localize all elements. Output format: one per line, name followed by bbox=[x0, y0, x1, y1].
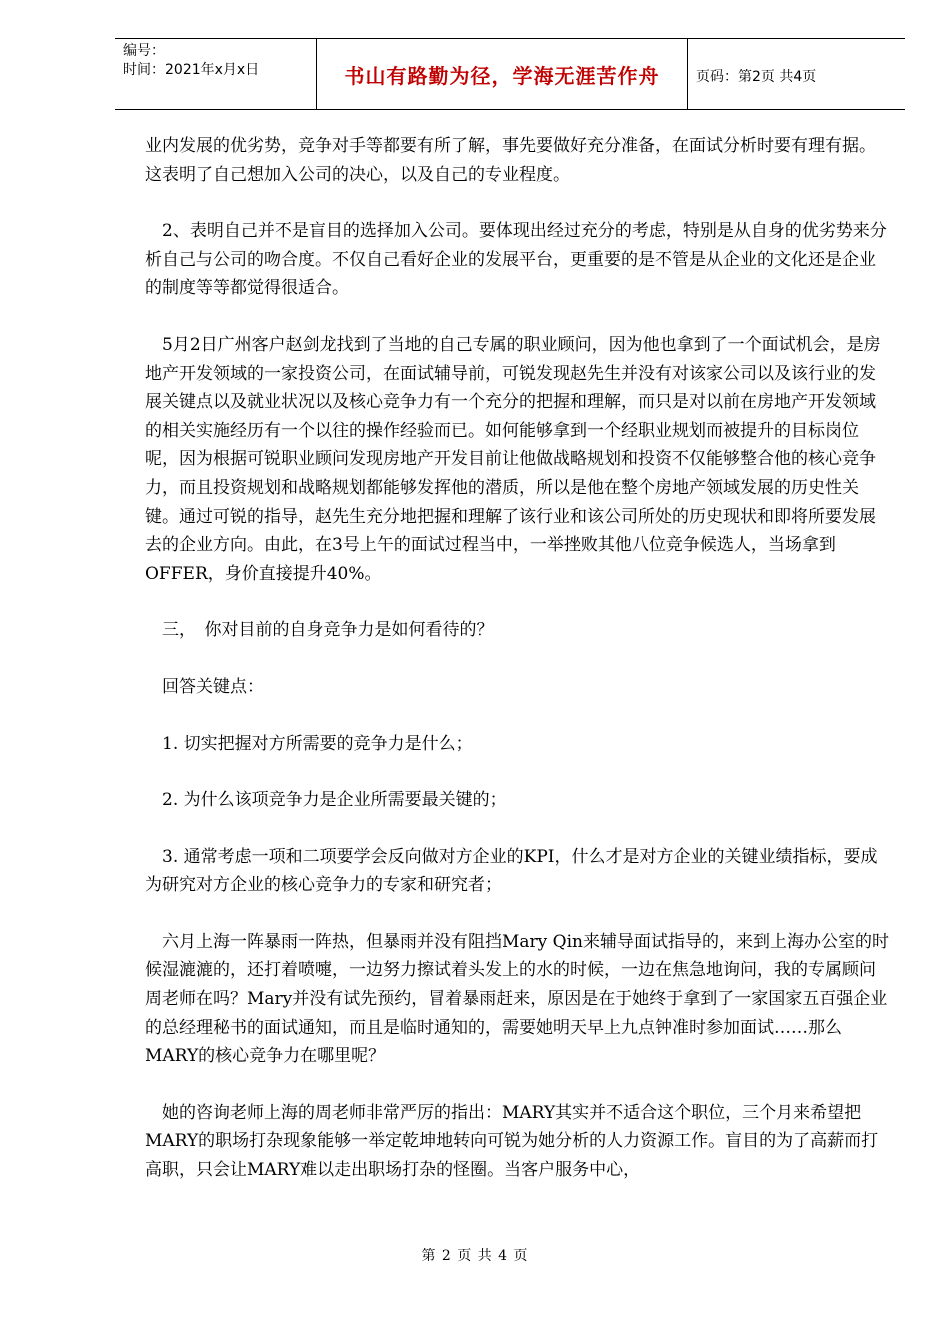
paragraph: 2、表明自己并不是盲目的选择加入公司。要体现出经过充分的考虑，特别是从自身的优劣势来分析自己与公司的吻合度。不仅自己看好企业的发展平台，更重要的是不管是从企业的文化还是企业的制度等等都觉得很适合。 bbox=[145, 221, 887, 299]
page-footer: 第 2 页 共 4 页 bbox=[421, 1248, 529, 1264]
section-heading: 三， 你对目前的自身竞争力是如何看待的？ bbox=[162, 620, 494, 641]
number-label: 编号： bbox=[123, 43, 165, 59]
list-item: 1. 切实把握对方所需要的竞争力是什么； bbox=[162, 733, 473, 754]
header-meta bbox=[115, 39, 316, 109]
list-item: 3. 通常考虑一项和二项要学会反向做对方企业的KPI，什么才是对方企业的关键业绩指标，要成为研究对方企业的核心竞争力的专家和研究者； bbox=[145, 846, 878, 896]
paragraph: 六月上海一阵暴雨一阵热，但暴雨并没有阻挡Mary Qin来辅导面试指导的，来到上海办公室的时候湿漉漉的，还打着喷嚏，一边努力擦试着头发上的水的时候，一边在焦急地询问，我的专属顾问周老师在吗？Mary并没有试先预约，冒着暴雨赶来，原因是在于她终于拿到了一家国家五百强企业的总经理秘书的面试通知，而且是临时通知的，需要她明天早上九点钟准时参加面试……那么MARY的核心竞争力在哪里呢？ bbox=[145, 931, 889, 1067]
time-label: 时间：2021年x月x日 bbox=[123, 62, 260, 78]
document-body bbox=[145, 132, 890, 1213]
header-motto: 书山有路勤为径，学海无涯苦作舟 bbox=[316, 39, 688, 109]
paragraph: 5月2日广州客户赵剑龙找到了当地的自己专属的职业顾问，因为他也拿到了一个面试机会，是房地产开发领域的一家投资公司，在面试辅导前，可锐发现赵先生并没有对该家公司以及该行业的发展关键点以及就业状况以及核心竞争力有一个充分的把握和理解，而只是对以前在房地产开发领域的相关实施经历有一个以往的操作经验而已。如何能够拿到一个经职业规划而被提升的目标岗位呢，因为根据可锐职业顾问发现房地产开发目前让他做战略规划和投资不仅能够整合他的核心竞争力，而且投资规划和战略规划都能够发挥他的潜质，所以是他在整个房地产领域发展的历史性关键。通过可锐的指导，赵先生充分地把握和理解了该行业和该公司所处的历史现状和即将所要发展去的企业方向。由此，在3号上午的面试过程当中，一举挫败其他八位竞争候选人，当场拿到OFFER，身价直接提升40%。 bbox=[145, 334, 881, 584]
list-item: 2. 为什么该项竞争力是企业所需要最关键的； bbox=[162, 790, 507, 811]
paragraph: 她的咨询老师上海的周老师非常严厉的指出：MARY其实并不适合这个职位，三个月来希望把MARY的职场打杂现象能够一举定乾坤地转向可锐为她分析的人力资源工作。盲目的为了高薪而打高职，只会让MARY难以走出职场打杂的怪圈。当客户服务中心， bbox=[145, 1102, 879, 1181]
paragraph: 回答关键点： bbox=[162, 676, 264, 697]
paragraph: 业内发展的优劣势，竞争对手等都要有所了解，事先要做好充分准备，在面试分析时要有理有据。这表明了自己想加入公司的决心，以及自己的专业程度。 bbox=[145, 136, 876, 185]
page-header bbox=[115, 38, 905, 110]
header-page-info: 页码：第2页 共4页 bbox=[696, 69, 817, 85]
